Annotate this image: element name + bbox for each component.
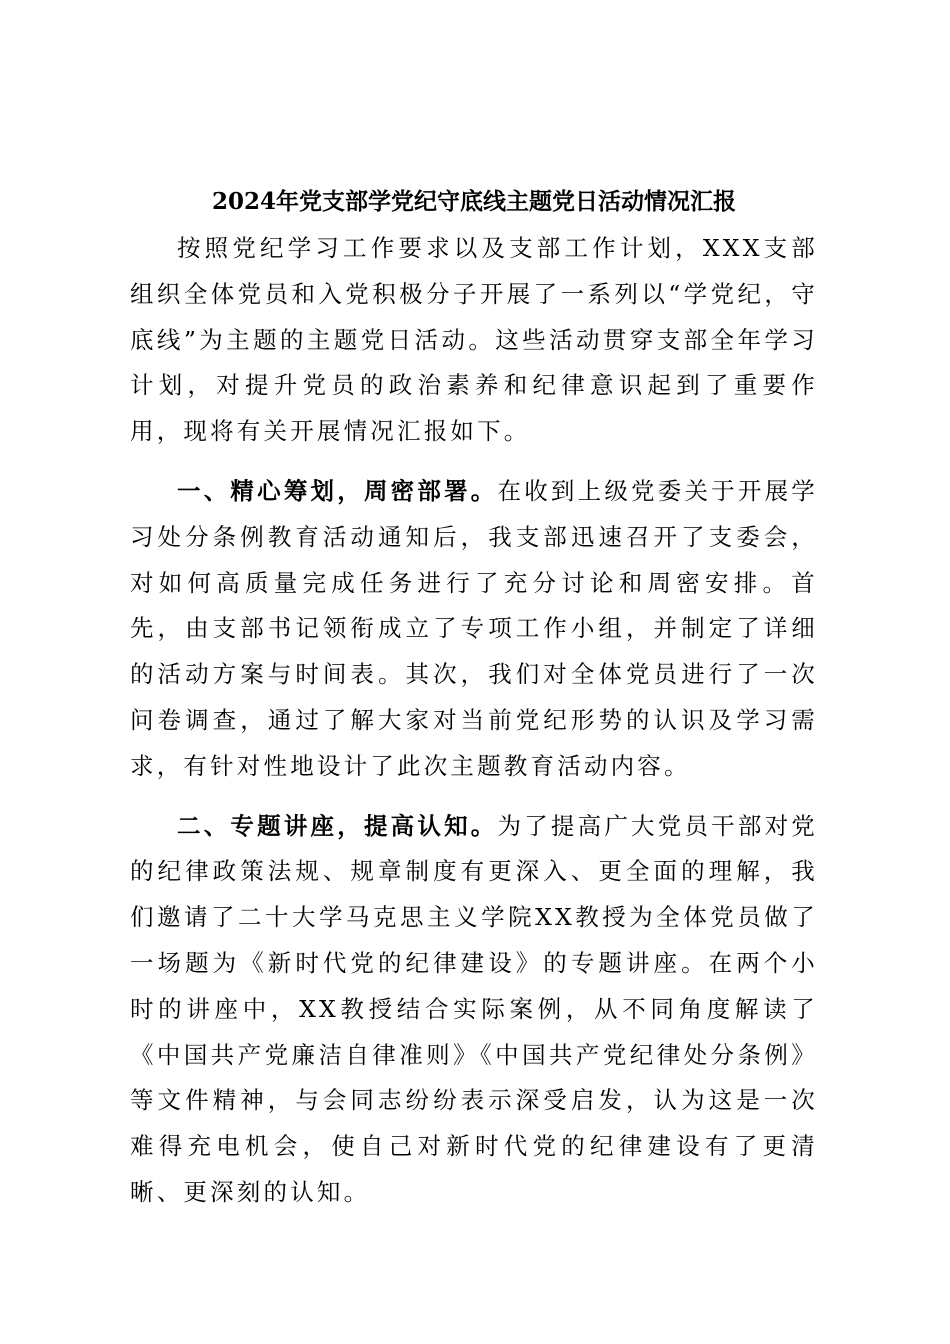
document-title: 2024年党支部学党纪守底线主题党日活动情况汇报 [211, 188, 736, 215]
section-heading-1: 一、精心筹划，周密部署。 [177, 476, 498, 505]
section-body-1: 在收到上级党委关于开展学习处分条例教育活动通知后，我支部迅速召开了支委会，对如何高质量完成任务进行了充分讨论和周密安排。首先，由支部书记领衔成立了专项工作小组，并制定了详细的活动方案与时间表。其次，我们对全体党员进行了一次问卷调查，通过了解大家对当前党纪形势的认识及学习需求，有针对性地设计了此次主题教育活动内容。 [130, 476, 818, 780]
document-page [130, 182, 818, 1230]
section-heading-2: 二、专题讲座，提高认知。 [177, 811, 498, 840]
section-paragraph-1 [130, 469, 818, 790]
section-paragraph-2 [130, 804, 818, 1216]
intro-paragraph: 按照党纪学习工作要求以及支部工作计划，XXX支部组织全体党员和入党积极分子开展了一系列以“学党纪，守底线”为主题的主题党日活动。这些活动贯穿支部全年学习计划，对提升党员的政治素养和纪律意识起到了重要作用，现将有关开展情况汇报如下。 [130, 234, 818, 446]
section-body-2: 为了提高广大党员干部对党的纪律政策法规、规章制度有更深入、更全面的理解，我们邀请了二十大学马克思主义学院XX教授为全体党员做了一场题为《新时代党的纪律建设》的专题讲座。在两个小时的讲座中，XX教授结合实际案例，从不同角度解读了《中国共产党廉洁自律准则》《中国共产党纪律处分条例》等文件精神，与会同志纷纷表示深受启发，认为这是一次难得充电机会，使自己对新时代党的纪律建设有了更清晰、更深刻的认知。 [130, 811, 818, 1206]
